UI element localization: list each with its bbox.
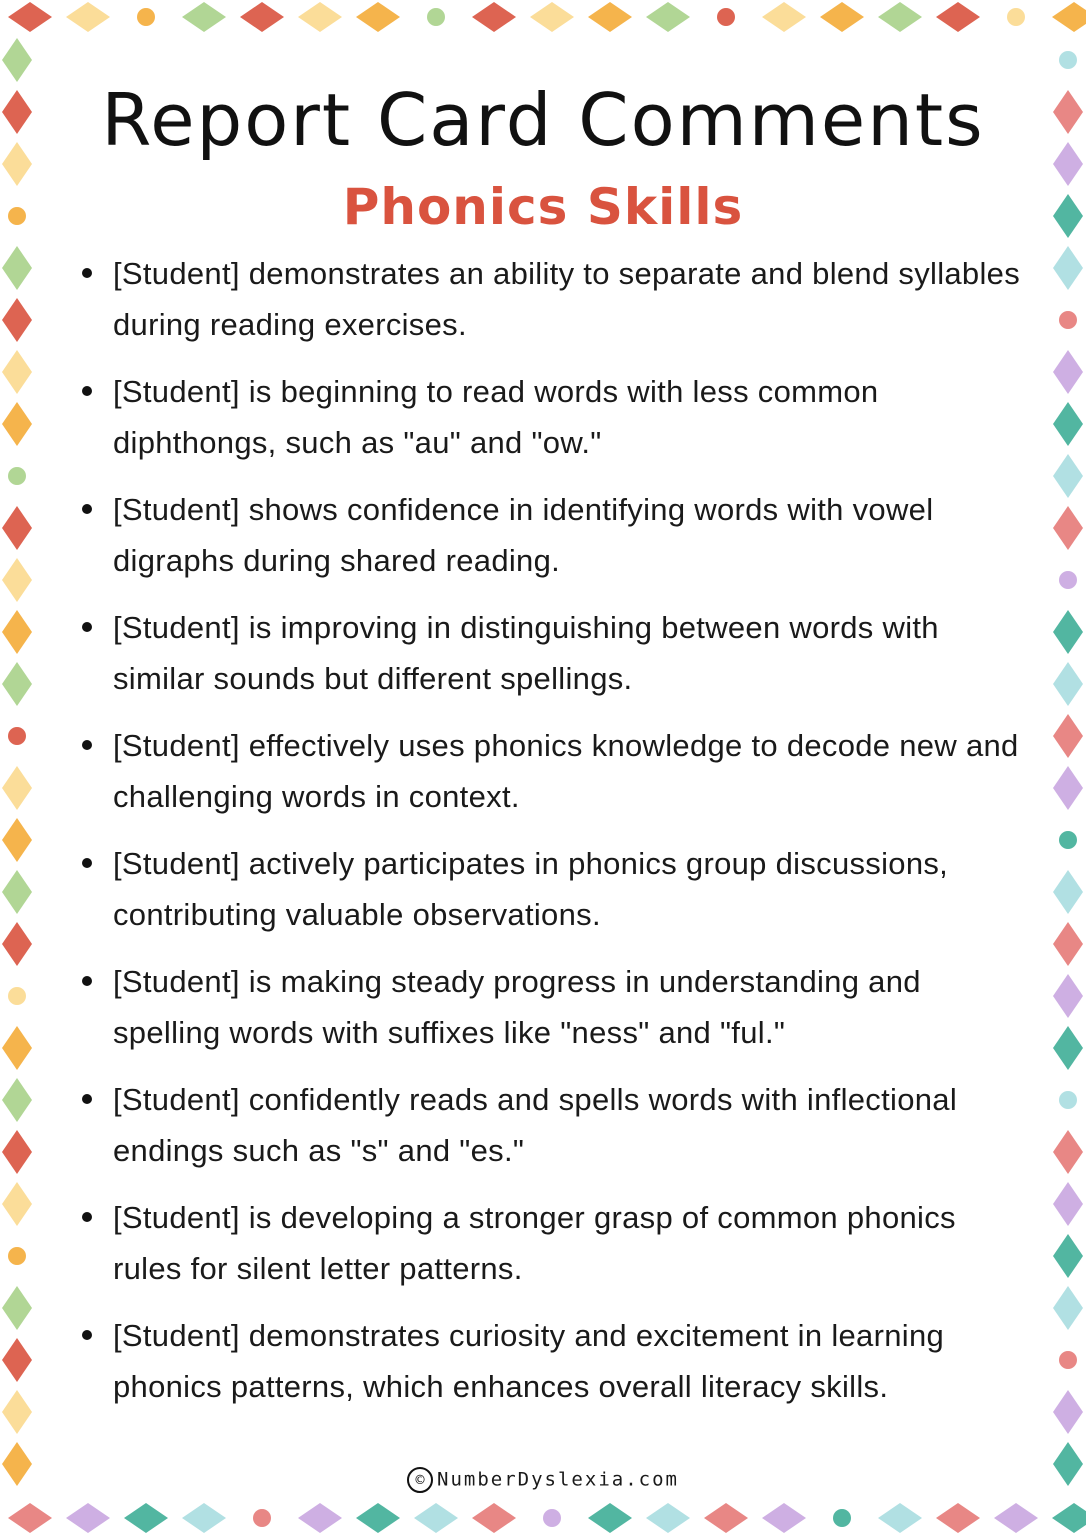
- border-diamond: [1053, 1390, 1083, 1434]
- border-diamond: [66, 1503, 110, 1533]
- border-diamond: [182, 2, 226, 32]
- border-diamond: [414, 1503, 458, 1533]
- border-diamond: [646, 2, 690, 32]
- bullet-icon: [82, 622, 92, 632]
- border-dot: [1059, 311, 1077, 329]
- list-item: [Student] shows confidence in identifying words with vowel digraphs during shared reading.: [113, 484, 1023, 586]
- list-item: [Student] effectively uses phonics knowledge to decode new and challenging words in context.: [113, 720, 1023, 822]
- border-diamond: [1053, 1286, 1083, 1330]
- border-diamond: [2, 1026, 32, 1070]
- border-diamond: [994, 1503, 1038, 1533]
- list-item: [Student] is making steady progress in understanding and spelling words with suffixes like "ness" and "ful.": [113, 956, 1023, 1058]
- border-dot: [8, 727, 26, 745]
- border-diamond: [2, 246, 32, 290]
- border-diamond: [356, 1503, 400, 1533]
- copyright-icon: ©: [407, 1467, 433, 1493]
- border-diamond: [240, 2, 284, 32]
- border-dot: [253, 1509, 271, 1527]
- border-diamond: [1053, 246, 1083, 290]
- border-diamond: [472, 1503, 516, 1533]
- footer-copyright: [0, 1467, 1086, 1493]
- border-diamond: [1053, 766, 1083, 810]
- border-dot: [427, 8, 445, 26]
- border-dot: [1059, 831, 1077, 849]
- border-diamond: [2, 558, 32, 602]
- bullet-icon: [82, 386, 92, 396]
- border-diamond: [530, 2, 574, 32]
- border-diamond: [1053, 454, 1083, 498]
- border-diamond: [2, 38, 32, 82]
- border-dot: [1059, 1351, 1077, 1369]
- border-diamond: [472, 2, 516, 32]
- border-dot: [1059, 571, 1077, 589]
- bullet-icon: [82, 1330, 92, 1340]
- border-diamond: [878, 1503, 922, 1533]
- border-diamond: [8, 2, 52, 32]
- border-dot: [1059, 1091, 1077, 1109]
- border-dot: [8, 987, 26, 1005]
- border-diamond: [1053, 922, 1083, 966]
- border-diamond: [2, 1078, 32, 1122]
- border-diamond: [704, 1503, 748, 1533]
- bullet-icon: [82, 268, 92, 278]
- border-diamond: [2, 506, 32, 550]
- border-diamond: [1053, 350, 1083, 394]
- border-dot: [8, 467, 26, 485]
- page-subtitle: Phonics Skills: [342, 178, 744, 236]
- border-diamond: [1052, 1503, 1086, 1533]
- border-diamond: [2, 350, 32, 394]
- page-title: Report Card Comments: [101, 78, 985, 162]
- border-diamond: [298, 1503, 342, 1533]
- list-item: [Student] is beginning to read words with less common diphthongs, such as "au" and "ow.": [113, 366, 1023, 468]
- border-diamond: [1053, 714, 1083, 758]
- border-diamond: [1053, 1026, 1083, 1070]
- border-diamond: [2, 870, 32, 914]
- comment-list: [113, 248, 1023, 1428]
- border-dot: [543, 1509, 561, 1527]
- border-diamond: [588, 2, 632, 32]
- border-dot: [833, 1509, 851, 1527]
- list-item: [Student] is developing a stronger grasp of common phonics rules for silent letter patterns.: [113, 1192, 1023, 1294]
- list-item: [Student] demonstrates curiosity and excitement in learning phonics patterns, which enhances overall literacy skills.: [113, 1310, 1023, 1412]
- border-diamond: [2, 1182, 32, 1226]
- border-diamond: [356, 2, 400, 32]
- border-diamond: [1052, 2, 1086, 32]
- footer-site: NumberDyslexia.com: [437, 1468, 679, 1491]
- border-diamond: [1053, 1130, 1083, 1174]
- border-diamond: [1053, 1182, 1083, 1226]
- border-diamond: [1053, 974, 1083, 1018]
- border-diamond: [936, 1503, 980, 1533]
- border-diamond: [762, 1503, 806, 1533]
- list-item: [Student] confidently reads and spells words with inflectional endings such as "s" and "es.": [113, 1074, 1023, 1176]
- border-diamond: [2, 1286, 32, 1330]
- border-dot: [137, 8, 155, 26]
- border-diamond: [646, 1503, 690, 1533]
- bullet-icon: [82, 504, 92, 514]
- border-diamond: [2, 662, 32, 706]
- bullet-icon: [82, 1212, 92, 1222]
- border-diamond: [66, 2, 110, 32]
- border-diamond: [878, 2, 922, 32]
- border-dot: [717, 8, 735, 26]
- border-diamond: [588, 1503, 632, 1533]
- bullet-icon: [82, 1094, 92, 1104]
- border-diamond: [1053, 402, 1083, 446]
- border-diamond: [762, 2, 806, 32]
- border-diamond: [2, 922, 32, 966]
- border-diamond: [2, 610, 32, 654]
- border-diamond: [124, 1503, 168, 1533]
- border-diamond: [1053, 610, 1083, 654]
- border-diamond: [2, 818, 32, 862]
- border-diamond: [1053, 506, 1083, 550]
- border-diamond: [2, 766, 32, 810]
- bullet-icon: [82, 976, 92, 986]
- border-dot: [1007, 8, 1025, 26]
- border-diamond: [182, 1503, 226, 1533]
- list-item: [Student] actively participates in phonics group discussions, contributing valuable observations.: [113, 838, 1023, 940]
- border-dot: [1059, 51, 1077, 69]
- border-diamond: [1053, 1234, 1083, 1278]
- list-item: [Student] demonstrates an ability to separate and blend syllables during reading exercises.: [113, 248, 1023, 350]
- border-diamond: [298, 2, 342, 32]
- border-diamond: [820, 2, 864, 32]
- border-diamond: [2, 298, 32, 342]
- bullet-icon: [82, 740, 92, 750]
- border-diamond: [8, 1503, 52, 1533]
- list-item: [Student] is improving in distinguishing between words with similar sounds but different spellings.: [113, 602, 1023, 704]
- border-diamond: [2, 402, 32, 446]
- border-diamond: [2, 1390, 32, 1434]
- border-dot: [8, 1247, 26, 1265]
- border-diamond: [936, 2, 980, 32]
- border-diamond: [1053, 870, 1083, 914]
- border-diamond: [2, 1130, 32, 1174]
- border-diamond: [2, 1338, 32, 1382]
- border-diamond: [1053, 662, 1083, 706]
- bullet-icon: [82, 858, 92, 868]
